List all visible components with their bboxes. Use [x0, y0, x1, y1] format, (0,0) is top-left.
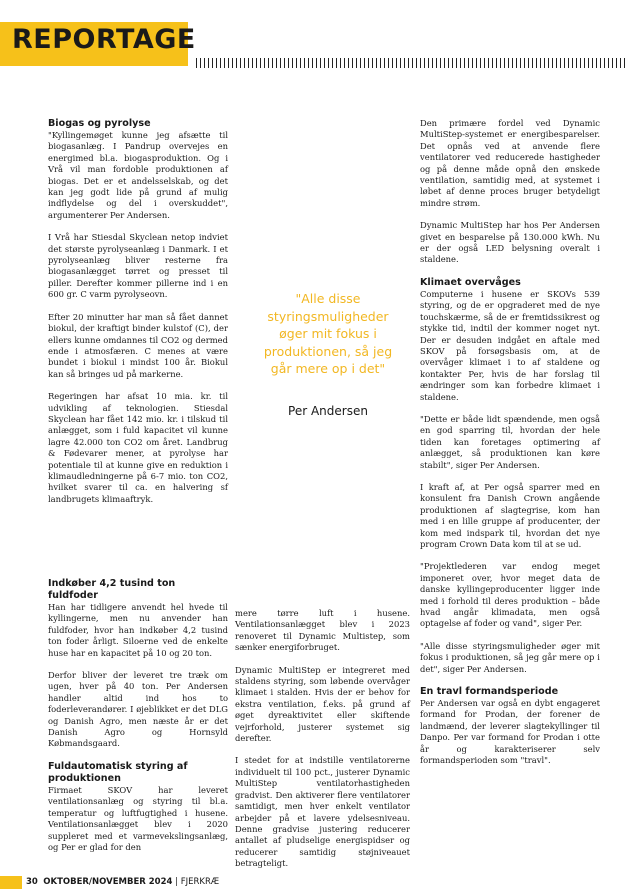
column-1-bottom [48, 578, 228, 864]
paragraph: Firmaet SKOV har leveret ventilationsanlæg og styring til bl.a. temperatur og luftfugtighed i husene. Ventilationsanlægget blev i 2020 suppleret med et varmevekslingsanlæg, og Per er glad for den [48, 784, 228, 852]
footer-separator: | [175, 877, 179, 887]
paragraph: mere tørre luft i husene. Ventilationsanlægget blev i 2023 renoveret til Dynamic Multistep, som sænker energiforbruget. [235, 608, 410, 653]
paragraph: Dynamic MultiStep har hos Per Andersen givet en besparelse på 130.000 kWh. Nu er der også LED belysning overalt i staldene. [420, 220, 600, 265]
heading-fuldfoder: Indkøber 4,2 tusind ton fuldfoder [48, 578, 176, 601]
paragraph: Derfor bliver der leveret tre træk om ugen, hver på 40 ton. Per Andersen handler altid ind hos to foderleverandører. I øjeblikket er det DLG og Danish Agro, men næste år er det Danish Agro og Hornsyld Købmandsgaard. [48, 670, 228, 749]
paragraph: Den primære fordel ved Dynamic MultiStep-systemet er energibesparelser. Det opnås ved at anvende flere ventilatorer ved reducerede hastigheder og på denne måde opnå den ønskede ventilation, samtidig med, at systemet i løbet af denne proces bruger betydeligt mindre strøm. [420, 118, 600, 208]
pull-quote: "Alle disse styringsmuligheder øger mit fokus i produktionen, så jeg går mere op i det" [263, 291, 393, 376]
paragraph: "Kyllingemøget kunne jeg afsætte til biogasanlæg. I Pandrup overvejes en energimed bl.a. biogasproduktion. Og i Vrå vil man fordoble produktionen af biogas. Det er et andelsselskab, og det kan jeg godt lide på grund af mulig indflydelse og del i overskuddet", argumenterer Per Andersen. [48, 130, 228, 220]
footer-accent-bar [0, 876, 22, 889]
column-2 [235, 608, 410, 881]
pull-quote-author: Per Andersen [288, 404, 368, 418]
paragraph: Dynamic MultiStep er integreret med staldens styring, som løbende overvåger klimaet i stalden. Hvis der er behov for ekstra ventilation, f.eks. på grund af øget dyreaktivitet eller skiftende vejrforhold, justerer systemet sig derefter. [235, 664, 410, 744]
column-1-top [48, 118, 228, 516]
heading-styring: Fuldautomatisk styring af produktionen [48, 760, 188, 784]
paragraph: I stedet for at indstille ventilatorerne individuelt til 100 pct., justerer Dynamic MultiStep ventilatorhastigheden gradvist. Den aktiverer flere ventilatorer samtidigt, men hver enkelt ventilator arbejder på et lavere ydelsesniveau. Denne gradvise justering reducerer antallet af pludselige energispidser og reducerer samtidig støjniveauet betragteligt. [235, 755, 410, 869]
paragraph: Regeringen har afsat 10 mia. kr. til udvikling af teknologien. Stiesdal Skyclean har fået 142 mio. kr. i tilskud til anlægget, som i fuld kapacitet vil kunne lagre 42.000 ton CO2 om året. Landbrug & Fødevarer mener, at pyrolyse har potentiale til at kunne give en reduktion i klimaudledningerne på 6-7 mio. ton CO2, hvilket svarer til ca. en halvering sf landbrugets klimaaftryk. [48, 391, 228, 504]
paragraph: I kraft af, at Per også sparrer med en konsulent fra Danish Crown angående produktionen af slagtegrise, kom han med i en lille gruppe af producenter, der kom med indspark til, hvordan det nye program Crown Data kom til at se ud. [420, 481, 600, 549]
heading-biogas: Biogas og pyrolyse [48, 118, 151, 129]
page-footer [0, 876, 631, 889]
paragraph: Efter 20 minutter har man så fået dannet biokul, der kraftigt binder kulstof (C), der ellers kunne omdannes til CO2 og dermed ende i atmosfæren. C menes at være bundet i biokul i mindst 100 år. Biokul kan så bringes ud på markerne. [48, 311, 228, 379]
issue-date: OKTOBER/NOVEMBER 2024 [43, 877, 173, 887]
column-3 [420, 118, 600, 778]
paragraph: "Alle disse styringsmuligheder øger mit fokus i produktionen, så jeg går mere op i det", siger Per Andersen. [420, 640, 600, 674]
paragraph: Computerne i husene er SKOVs 539 styring, og de er opgraderet med de nye touchskærme, så de er fremtidssikrest og stykke tid, indtil der kommer noget nyt. Der er desuden indgået en aftale med SKOV på forsøgsbasis om, at de overvåger klimaet i to af staldene og kontakter Per, hvis de har forslag til ændringer som kan forbedre klimaet i staldene. [420, 288, 600, 402]
page-number: 30 [26, 877, 38, 887]
paragraph: Per Andersen var også en dybt engageret formand for Prodan, der forener de landmænd, der leverer slagtekyllinger til Danpo. Per var formand for Prodan i otte år og karakteriserer selv formandsperioden som "travl". [420, 698, 600, 766]
footer-text [26, 877, 219, 887]
heading-formandsperiode: En travl formandsperiode [420, 686, 559, 698]
paragraph: "Projektlederen var endog meget imponeret over, hvor meget data de danske kyllingeproducenter ligger inde med i forhold til deres produktion – både hvad angår klimadata, men også optagelse af foder og vand", siger Per. [420, 561, 600, 629]
paragraph: "Dette er både lidt spændende, men også en god sparring til, hvordan der hele tiden kan foretages optimering af anlægget, så produktionen kan køre stabilt", siger Per Andersen. [420, 413, 600, 470]
decorative-rule [196, 58, 628, 68]
magazine-name: FJERKRÆ [180, 877, 220, 887]
paragraph: Han har tidligere anvendt hel hvede til kyllingerne, men nu anvender han fuldfoder, hvor han indkøber 4,2 tusind ton foder årligt. Siloerne ved de enkelte huse har en kapacitet på 10 og 20 ton. [48, 602, 228, 658]
heading-klimaet: Klimaet overvåges [420, 276, 521, 288]
section-title: REPORTAGE [12, 24, 196, 55]
paragraph: I Vrå har Stiesdal Skyclean netop indviet det største pyrolyseanlæg i Danmark. I et pyrolyseanlæg bliver resterne fra biogasanlægget tørret og presset til piller. Derefter kommer pillerne ind i en 600 gr. C varm pyrolyseovn. [48, 232, 228, 300]
